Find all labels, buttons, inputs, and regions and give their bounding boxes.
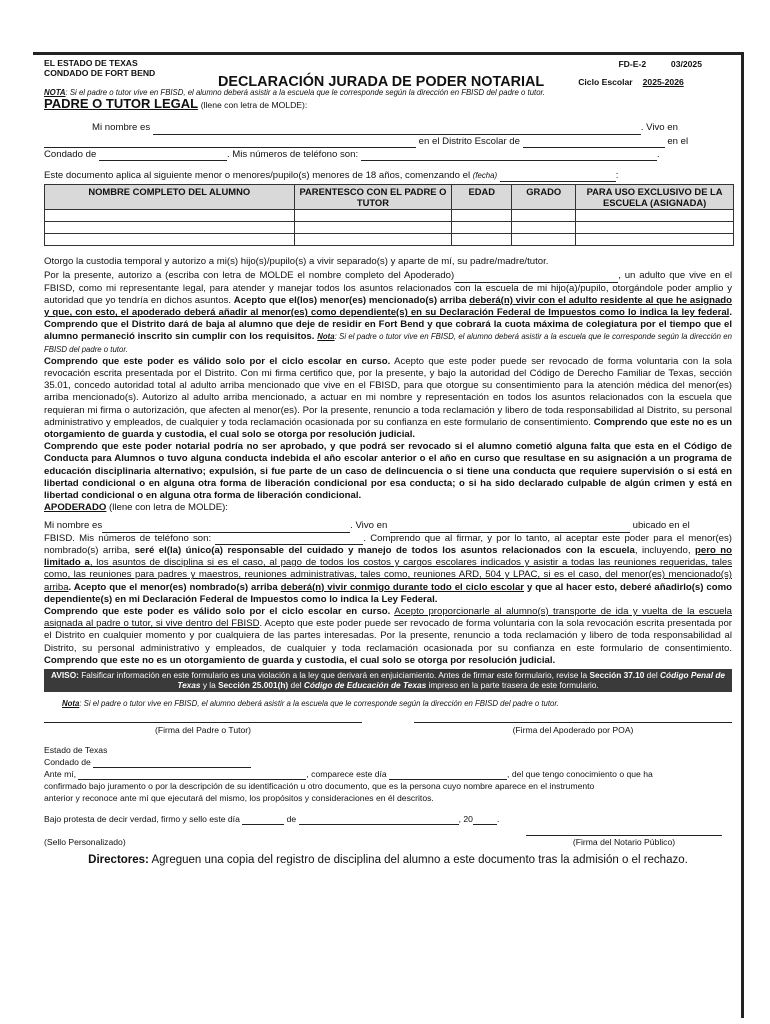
agent-text-c: , incluyendo,: [634, 544, 691, 556]
notary-year-field[interactable]: [473, 814, 497, 825]
agent-signature-line[interactable]: (Firma del Apoderado por POA): [414, 722, 732, 736]
warning-section-2: Sección 25.001(h): [218, 680, 289, 691]
bottom-note: [44, 698, 732, 710]
cell-input[interactable]: [576, 210, 734, 222]
table-row: [45, 234, 734, 246]
cell-input[interactable]: [294, 234, 452, 246]
cell-input[interactable]: [452, 210, 512, 222]
cell-input[interactable]: [294, 210, 452, 222]
authorization-paragraph: [44, 270, 732, 355]
agent-text-a: . Comprendo que al firmar, y por lo tanto, al aceptar este poder para el menor(es) nombrado(s) arriba,: [44, 532, 733, 556]
agent-text-h: y que al hacer esto, deberé añadirlo(s) como dependiente(s) en mi Declaración Federal de Impuestos como lo indica la Ley Federal.: [44, 581, 732, 605]
custody-paragraph: Otorgo la custodia temporal y autorizo a mi(s) hijo(s)/pupilo(s) a vivir separado(s) y aparte de mí, su padre/madre/tutor.: [44, 256, 549, 268]
notary-text-2: confirmado bajo juramento o por la descripción de su identificación u otro documento, que es la persona cuyo nombre aparece en el instrumento: [44, 781, 595, 792]
parent-name-row: [44, 122, 732, 134]
notary-de-label: de: [286, 814, 297, 825]
col-grade: GRADO: [512, 185, 576, 210]
agent-ubicado-label: ubicado en el: [632, 520, 690, 532]
auth-text-c: Acepto que el(los) menor(es) mencionado(s) arriba: [233, 294, 467, 306]
notary-ante-label: Ante mí,: [44, 769, 76, 780]
agent-responsibility-paragraph: [44, 533, 732, 606]
school-year: [578, 76, 688, 88]
parent-phone-field[interactable]: [361, 150, 657, 161]
applies-row: Este documento aplica al siguiente menor o menores/pupilo(s) menores de 18 años, comenzando el (fecha) :: [44, 170, 619, 182]
warning-text-2: del: [644, 669, 661, 680]
warning-text-3: y la: [200, 680, 219, 691]
county-label: CONDADO DE FORT BEND: [44, 68, 156, 78]
state-label: EL ESTADO DE TEXAS: [44, 58, 138, 68]
cell-input[interactable]: [294, 222, 452, 234]
parent-en-el-label: en el: [667, 135, 689, 147]
agent-vivo-label: . Vivo en: [350, 520, 388, 532]
bottom-note-text: : Si el padre o tutor vive en FBISD, el alumno deberá asistir a la escuela que le corresponde según la dirección en FBISD del padre o tutor.: [79, 698, 559, 708]
agent-title: APODERADO: [44, 502, 107, 514]
agent-validity-paragraph: [44, 606, 732, 667]
agent-address-field[interactable]: [390, 522, 630, 533]
revocation-paragraph: Comprendo que este poder notarial podría no ser aprobado, y que podrá ser revocado si el alumno cometió alguna falta que esta en el Código de Conducta para Alumnos o tuvo alguna conducta indebida el año escolar anterior o el año en curso que resultase en su asignación a un programa de educación disciplinaria alternativo; expulsión, si fue parte de un caso de delincuencia o si tiene una conducta que requiere supervisión o si está en libertad condicional o en alguna otra forma de liberación condicional por esa conducta; o si ha sido declarado culpable de algún crimen y está en libertad condicional o en alguna otra forma de liberación condicional.: [44, 441, 732, 502]
table-row: [45, 210, 734, 222]
notary-person-field[interactable]: [78, 769, 306, 780]
notary-sign-day-field[interactable]: [242, 814, 284, 825]
cell-input[interactable]: [45, 222, 295, 234]
school-year-value: 2025-2026: [642, 77, 684, 87]
parent-county-row: Condado de . Mis números de teléfono son: .: [44, 148, 660, 160]
parent-county-field[interactable]: [99, 150, 227, 161]
cell-input[interactable]: [576, 234, 734, 246]
notary-county-field[interactable]: [93, 757, 251, 768]
applies-date-field[interactable]: [500, 171, 616, 182]
notary-signature-line[interactable]: (Firma del Notario Público): [526, 835, 722, 848]
applies-text: Este documento aplica al siguiente menor o menores/pupilo(s) menores de 18 años, comenzando el: [44, 170, 471, 182]
parent-phone-label: . Mis números de teléfono son:: [226, 148, 359, 160]
form-code: [618, 58, 702, 70]
parent-section-title: [44, 98, 732, 112]
notary-ante-row: [44, 768, 732, 780]
parent-name-field[interactable]: [153, 124, 641, 135]
auth-text-b: , un adulto que vive en el FBISD, como mi representante legal, para atender y manejar todos los asuntos relacionados con la escuela de mi hijo(a)/pupilo, otorgándole poder amplio y autoridad que yo tendría en dichos asuntos.: [44, 270, 732, 306]
school-year-label: Ciclo Escolar: [578, 77, 633, 87]
parent-address-field[interactable]: [44, 137, 416, 148]
header-left: [44, 58, 155, 78]
validity-text-c: Comprendo que este no es un otorgamiento de guarda y custodia, el cual solo se otorga por resolución judicial.: [44, 416, 733, 441]
page-border-right: [741, 52, 744, 1018]
cell-input[interactable]: [576, 222, 734, 234]
signature-row: [44, 722, 732, 736]
notary-county-row: [44, 756, 732, 768]
notary-seal-label: (Sello Personalizado): [44, 837, 126, 848]
cell-input[interactable]: [512, 234, 576, 246]
validity-text-a: Comprendo que este poder es válido solo por el ciclo escolar en curso.: [44, 355, 391, 367]
notary-county-label: Condado de: [44, 757, 91, 768]
notary-date-row: Bajo protesta de decir verdad, firmo y sello este día de , 20 .: [44, 814, 500, 825]
parent-address-row: [44, 136, 732, 148]
parent-name-label: Mi nombre es: [92, 122, 151, 134]
agent-phone-field[interactable]: [215, 534, 363, 545]
form-date: 03/2025: [670, 59, 702, 69]
cell-input[interactable]: [45, 210, 295, 222]
notary-seal-row: [44, 825, 732, 848]
warning-banner: [44, 669, 732, 692]
parent-vivo-label: . Vivo en: [640, 122, 678, 134]
agent-text-d: pero no limitado a: [44, 544, 733, 569]
auth-text-e: . Comprendo que el Distrito dará de baja al alumno que deje de residir en Fort Bend y que cobrará la cuota máxima de colegiatura por el tiempo que el alumno permaneció inscrito sin cumplir con los requisitos.: [44, 307, 732, 343]
inline-note-label: Nota: [317, 332, 335, 342]
table-row: [45, 222, 734, 234]
agent-validity-a: Comprendo que este poder es válido solo por el ciclo escolar en curso.: [44, 605, 391, 617]
notary-year-label: , 20: [458, 814, 473, 825]
inline-note-text: : Si el padre o tutor vive en FBISD, el alumno deberá asistir a la escuela que le corresponde según la dirección en FBISD del padre o tutor.: [44, 332, 732, 354]
agent-text-b: seré el(la) único(a) responsable del cuidado y manejo de todos los asuntos relacionados con la escuela: [134, 544, 635, 556]
cell-input[interactable]: [452, 222, 512, 234]
auth-text-a: Por la presente, autorizo a (escriba con letra de MOLDE el nombre completo del Apoderado): [44, 270, 455, 282]
footer-directors: [44, 854, 732, 866]
col-school-use: PARA USO EXCLUSIVO DE LA ESCUELA (ASIGNADA): [576, 185, 734, 210]
footer-label: Directores:: [88, 854, 149, 867]
notary-del-que-label: , del que tengo conocimiento o que ha: [507, 769, 653, 780]
warning-text-4: del: [288, 680, 304, 691]
notary-day-field[interactable]: [389, 769, 507, 780]
warning-text-1: Falsificar información en este formulario es una violación a la ley que derivará en enjuiciamiento. Antes de firmar este formulario, revise la: [78, 669, 588, 680]
notary-bajo-label: Bajo protesta de decir verdad, firmo y sello este día: [44, 814, 240, 825]
agent-subtitle: (llene con letra de MOLDE):: [109, 502, 228, 514]
warning-code-2: Código de Educación de Texas: [303, 680, 427, 691]
auth-text-d: deberá(n) vivir con el adulto residente al que he asignado y que, con esto, el apoderado deberá añadir al menor(es) como dependiente(s) en su Declaración Federal de Impuestos como lo indica la ley federal: [44, 294, 732, 319]
cell-input[interactable]: [512, 210, 576, 222]
agent-text-e: , los asuntos de disciplina si es el caso, al pago de todos los costos y cargos escolares indicados y asistir a todas las reuniones requeridas, tales como, las reuniones para padres y maestros, reuniones administrativas, tales como, reuniones ARD, 504 y LPAC, si es el caso, del menor(es) mencionado(s) arriba: [44, 557, 733, 593]
parent-district-field[interactable]: [523, 137, 665, 148]
agent-text-g: deberá(n) vivir conmigo durante todo el ciclo escolar: [280, 581, 525, 593]
applies-date-label: (fecha): [472, 171, 498, 181]
document-title: DECLARACIÓN JURADA DE PODER NOTARIAL: [218, 74, 545, 90]
bottom-note-label: Nota: [62, 698, 80, 708]
cell-input[interactable]: [452, 234, 512, 246]
agent-text-f: . Acepto que el menor(es) nombrado(s) arriba: [68, 581, 278, 593]
notary-text-3: anterior y reconoce ante mí que ejecutará del mismo, los propósitos y consideraciones en él descritos.: [44, 793, 434, 804]
agent-validity-d: Comprendo que este no es un otorgamiento de guarda y custodia, el cual solo se otorga por resolución judicial.: [44, 654, 556, 666]
col-student-name: NOMBRE COMPLETO DEL ALUMNO: [45, 185, 295, 210]
top-note-label: NOTA: [44, 88, 66, 98]
students-table: [44, 184, 734, 246]
agent-validity-b: Acepto proporcionarle al alumno(s) transporte de ida y vuelta de la escuela asignada al padre o tutor, si vive dentro del FBISD: [44, 605, 732, 630]
cell-input[interactable]: [45, 234, 295, 246]
validity-text-b: Acepto que este poder puede ser revocado de forma voluntaria con la sola revocación escrita presentada por el Distrito. Con mi firma certifico que, por la presente, y bajo la autoridad del Código de Derecho Familiar de Texas, sección 35.01, concedo autoridad total al adulto arriba mencionado que vive en el FBISD, para que otorgue su consentimiento para la atención médica del menor(es) arriba mencionado(s). Autorizo al adulto arriba mencionado, a actuar en mi nombre y representación en todos los asuntos relacionados con la escuela que requieran mi firma o autorización, que afecten al menor(es). Por la presente, renuncio a toda reclamación y libero de toda responsabilidad al Distrito, su personal administrativo y empleados, de cualquier y toda reclamación ocasionada por su confianza en este formulario de consentimiento.: [44, 355, 732, 428]
warning-section-1: Sección 37.10: [589, 669, 645, 680]
top-note-text: : Si el padre o tutor vive en FBISD, el alumno deberá asistir a la escuela que le corresponde según la dirección en FBISD del padre o tutor.: [65, 88, 546, 98]
form-page: [44, 58, 732, 867]
footer-text: Agreguen una copia del registro de disciplina del alumno a este documento tras la admisión o el rechazo.: [148, 854, 688, 867]
cell-input[interactable]: [512, 222, 576, 234]
parent-district-label: en el Distrito Escolar de: [418, 135, 520, 147]
parent-subtitle: (llene con letra de MOLDE):: [200, 100, 308, 111]
agent-validity-c: . Acepto que este poder puede ser revocado de forma voluntaria con la sola revocación escrita presentada por el Distrito en cualquier momento y por cualquiera de las partes interesadas. Por la presente, renuncio a toda reclamación y libero de toda responsabilidad al Distrito, su personal administrativo y empleados, de cualquier y toda reclamación ocasionada por su confianza en este formulario de consentimiento.: [44, 618, 732, 654]
agent-section-title: [44, 502, 732, 514]
agent-name-label: Mi nombre es: [44, 520, 103, 532]
parent-title: PADRE O TUTOR LEGAL: [44, 96, 199, 112]
validity-paragraph: [44, 356, 732, 441]
page-border-top: [33, 52, 743, 55]
col-age: EDAD: [452, 185, 512, 210]
col-relationship: PARENTESCO CON EL PADRE O TUTOR: [294, 185, 452, 210]
agent-full-name-field[interactable]: [454, 272, 618, 283]
agent-name-field[interactable]: [102, 522, 350, 533]
form-code-id: FD-E-2: [618, 59, 647, 69]
parent-county-label: Condado de: [44, 148, 97, 160]
warning-text-5: impreso en la parte trasera de este formulario.: [426, 680, 599, 691]
warning-code-1: Código Penal de Texas: [177, 669, 726, 691]
parent-signature-line[interactable]: (Firma del Padre o Tutor): [44, 722, 362, 736]
agent-name-row: [44, 520, 732, 532]
notary-state: Estado de Texas: [44, 745, 108, 756]
students-table-header: [45, 185, 734, 210]
warning-label: AVISO:: [50, 669, 79, 680]
notary-month-field[interactable]: [299, 814, 459, 825]
notary-block: [44, 744, 732, 848]
notary-comparece-label: , comparece este día: [306, 769, 387, 780]
agent-phone-label: FBISD. Mis números de teléfono son:: [44, 532, 212, 544]
